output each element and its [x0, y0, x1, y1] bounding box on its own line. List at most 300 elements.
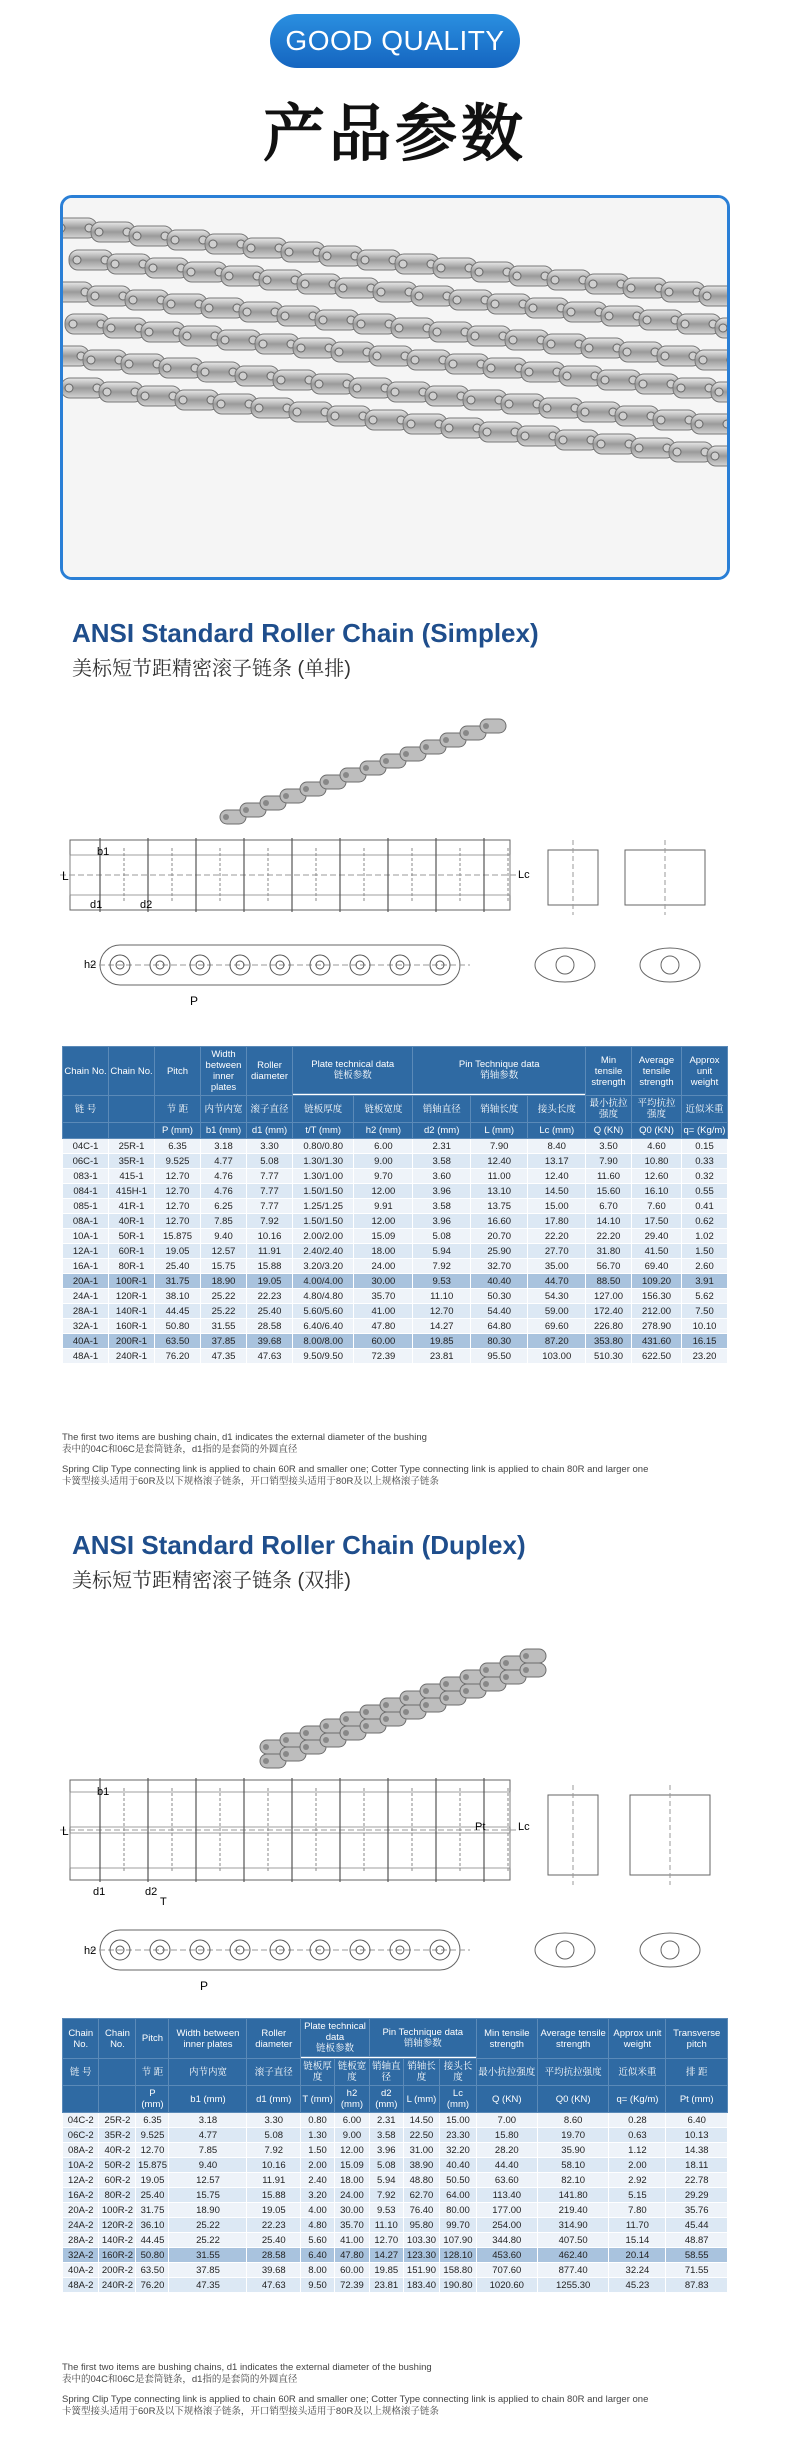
table-cell: 47.80 — [335, 2248, 370, 2263]
table-cell: 2.00 — [301, 2158, 335, 2173]
unit-p: P (mm) — [155, 1123, 201, 1139]
table-cell: 7.92 — [369, 2188, 403, 2203]
cn-weight: 近似米重 — [682, 1096, 728, 1123]
table-cell: 1.50/1.50 — [293, 1184, 354, 1199]
table-cell: 7.77 — [247, 1184, 293, 1199]
table-cell: 14.50 — [528, 1184, 586, 1199]
duplex-note-1: The first two items are bushing chains, d1 indicates the external diameter of the bushing — [62, 2362, 432, 2373]
table-cell: 71.55 — [666, 2263, 728, 2278]
table-cell: 22.50 — [403, 2128, 440, 2143]
table-cell: 28A-2 — [63, 2233, 99, 2248]
col-avg-tensile: Average tensile strength — [632, 1047, 682, 1096]
table-cell: 1.30/1.00 — [293, 1169, 354, 1184]
table-cell: 0.32 — [682, 1169, 728, 1184]
table-cell: 9.525 — [136, 2128, 169, 2143]
table-cell: 0.41 — [682, 1199, 728, 1214]
cn-width: 内节内宽 — [201, 1096, 247, 1123]
table-cell: 24A-2 — [63, 2218, 99, 2233]
table-cell: 24.00 — [335, 2188, 370, 2203]
dcol-chain-no2: Chain No. — [99, 2019, 136, 2059]
table-cell: 100R-1 — [109, 1274, 155, 1289]
table-cell: 14.10 — [586, 1214, 632, 1229]
table-cell: 12.40 — [470, 1154, 528, 1169]
table-cell: 35.00 — [528, 1259, 586, 1274]
cn-chain: 链 号 — [63, 1096, 109, 1123]
dunit-pt: Pt (mm) — [666, 2086, 728, 2113]
table-cell: 69.40 — [632, 1259, 682, 1274]
table-cell: 6.40 — [666, 2113, 728, 2128]
table-cell: 37.85 — [169, 2263, 247, 2278]
table-cell: 15.80 — [476, 2128, 537, 2143]
dunit-h2: h2 (mm) — [335, 2086, 370, 2113]
table-row — [63, 1154, 728, 1169]
duplex-side-view — [90, 1930, 470, 1970]
table-cell: 6.35 — [155, 1139, 201, 1154]
dup-dim-T-label: T — [160, 1896, 167, 1908]
table-cell: 40.40 — [470, 1274, 528, 1289]
table-cell: 24.00 — [354, 1259, 413, 1274]
unit-lc: Lc (mm) — [528, 1123, 586, 1139]
dcn-pin-lc: 接头长度 — [440, 2059, 477, 2086]
table-cell: 3.96 — [413, 1214, 471, 1229]
table-cell: 12.00 — [335, 2143, 370, 2158]
table-row — [63, 2218, 728, 2233]
table-cell: 25.40 — [247, 1304, 293, 1319]
chain-photo-illustration — [63, 198, 730, 580]
table-cell: 25.22 — [169, 2233, 247, 2248]
table-cell: 5.15 — [609, 2188, 666, 2203]
table-cell: 23.30 — [440, 2128, 477, 2143]
table-cell: 15.14 — [609, 2233, 666, 2248]
cn-pin-d: 销轴直径 — [413, 1096, 471, 1123]
table-cell: 2.40 — [301, 2173, 335, 2188]
table-cell: 160R-1 — [109, 1319, 155, 1334]
table-cell: 32A-1 — [63, 1319, 109, 1334]
dcn-plate-h: 链板宽度 — [335, 2059, 370, 2086]
table-cell: 30.00 — [354, 1274, 413, 1289]
table-cell: 7.92 — [247, 1214, 293, 1229]
table-cell: 39.68 — [247, 2263, 301, 2278]
table-cell: 19.85 — [413, 1334, 471, 1349]
unit-d2: d2 (mm) — [413, 1123, 471, 1139]
table-cell: 99.70 — [440, 2218, 477, 2233]
table-cell: 31.00 — [403, 2143, 440, 2158]
table-cell: 25.40 — [155, 1259, 201, 1274]
col-chain-no2: Chain No. — [109, 1047, 155, 1096]
table-cell: 22.20 — [528, 1229, 586, 1244]
dup-dim-d2-label: d2 — [145, 1886, 158, 1898]
table-cell: 95.80 — [403, 2218, 440, 2233]
table-cell: 1.25/1.25 — [293, 1199, 354, 1214]
table-row — [63, 1169, 728, 1184]
table-cell: 11.00 — [470, 1169, 528, 1184]
table-cell: 15.00 — [440, 2113, 477, 2128]
table-cell: 151.90 — [403, 2263, 440, 2278]
table-cell: 415H-1 — [109, 1184, 155, 1199]
table-cell: 60.00 — [335, 2263, 370, 2278]
dim-P-label: P — [190, 994, 199, 1008]
table-cell: 0.80 — [301, 2113, 335, 2128]
table-cell: 9.50/9.50 — [293, 1349, 354, 1364]
dunit-q0: Q0 (KN) — [537, 2086, 609, 2113]
table-cell: 9.53 — [369, 2203, 403, 2218]
table-cell: 5.08 — [247, 2128, 301, 2143]
dunit-blank2 — [99, 2086, 136, 2113]
table-cell: 4.77 — [201, 1154, 247, 1169]
table-cell: 109.20 — [632, 1274, 682, 1289]
dcol-transverse: Transverse pitch — [666, 2019, 728, 2059]
table-cell: 11.10 — [369, 2218, 403, 2233]
table-cell: 11.10 — [413, 1289, 471, 1304]
duplex-note-4: 卡簧型接头适用于60R及以下规格滚子链条，开口销型接头适用于80R及以上规格滚子链条 — [62, 2406, 439, 2417]
table-cell: 183.40 — [403, 2278, 440, 2293]
table-row — [63, 1184, 728, 1199]
table-cell: 38.10 — [155, 1289, 201, 1304]
table-row — [63, 1319, 728, 1334]
table-cell: 48A-2 — [63, 2278, 99, 2293]
table-cell: 0.55 — [682, 1184, 728, 1199]
table-cell: 24A-1 — [63, 1289, 109, 1304]
table-cell: 54.40 — [470, 1304, 528, 1319]
table-cell: 9.53 — [413, 1274, 471, 1289]
dcn-roller: 滚子直径 — [247, 2059, 301, 2086]
table-cell: 2.31 — [369, 2113, 403, 2128]
col-min-tensile: Min tensile strength — [586, 1047, 632, 1096]
simplex-side-view — [90, 945, 470, 985]
table-cell: 48.80 — [403, 2173, 440, 2188]
duplex-spec-table — [62, 2018, 728, 2293]
table-cell: 9.50 — [301, 2278, 335, 2293]
table-cell: 0.15 — [682, 1139, 728, 1154]
table-cell: 27.70 — [528, 1244, 586, 1259]
table-cell: 084-1 — [63, 1184, 109, 1199]
table-cell: 40A-2 — [63, 2263, 99, 2278]
cn-pin-lc: 接头长度 — [528, 1096, 586, 1123]
table-cell: 12A-2 — [63, 2173, 99, 2188]
table-cell: 12A-1 — [63, 1244, 109, 1259]
dim-L-label: L — [62, 869, 69, 883]
table-cell: 3.58 — [413, 1154, 471, 1169]
table-cell: 14.50 — [403, 2113, 440, 2128]
table-cell: 15.88 — [247, 2188, 301, 2203]
table-cell: 20A-2 — [63, 2203, 99, 2218]
col-pitch: Pitch — [155, 1047, 201, 1096]
table-cell: 200R-1 — [109, 1334, 155, 1349]
dunit-l: L (mm) — [403, 2086, 440, 2113]
table-cell: 2.31 — [413, 1139, 471, 1154]
table-cell: 5.94 — [369, 2173, 403, 2188]
duplex-end-views — [535, 1785, 710, 1967]
table-cell: 13.17 — [528, 1154, 586, 1169]
table-cell: 47.80 — [354, 1319, 413, 1334]
table-row — [63, 1259, 728, 1274]
dup-dim-Pt-label: Pt — [475, 1821, 486, 1833]
table-cell: 1.30 — [301, 2128, 335, 2143]
table-cell: 25.40 — [247, 2233, 301, 2248]
table-cell: 120R-1 — [109, 1289, 155, 1304]
table-cell: 36.10 — [136, 2218, 169, 2233]
table-cell: 2.40/2.40 — [293, 1244, 354, 1259]
table-cell: 4.76 — [201, 1169, 247, 1184]
table-cell: 9.40 — [201, 1229, 247, 1244]
table-cell: 28A-1 — [63, 1304, 109, 1319]
dcn-width: 内节内宽 — [169, 2059, 247, 2086]
table-cell: 172.40 — [586, 1304, 632, 1319]
table-cell: 63.50 — [136, 2263, 169, 2278]
table-row — [63, 2173, 728, 2188]
table-cell: 31.75 — [136, 2203, 169, 2218]
table-cell: 4.80 — [301, 2218, 335, 2233]
table-cell: 160R-2 — [99, 2248, 136, 2263]
table-cell: 54.30 — [528, 1289, 586, 1304]
table-cell: 32A-2 — [63, 2248, 99, 2263]
simplex-chain-render — [220, 719, 506, 824]
cn-pitch: 节 距 — [155, 1096, 201, 1123]
dunit-p: P (mm) — [136, 2086, 169, 2113]
dup-dim-d1-label: d1 — [93, 1886, 106, 1898]
table-cell: 0.80/0.80 — [293, 1139, 354, 1154]
table-cell: 15.875 — [155, 1229, 201, 1244]
table-cell: 23.20 — [682, 1349, 728, 1364]
table-cell: 12.60 — [632, 1169, 682, 1184]
table-cell: 9.00 — [354, 1154, 413, 1169]
dcol-min-tensile: Min tensile strength — [476, 2019, 537, 2059]
table-cell: 35R-1 — [109, 1154, 155, 1169]
table-cell: 16.10 — [632, 1184, 682, 1199]
table-cell: 219.40 — [537, 2203, 609, 2218]
table-cell: 56.70 — [586, 1259, 632, 1274]
dup-dim-P-label: P — [200, 1979, 209, 1993]
table-cell: 12.00 — [354, 1184, 413, 1199]
table-row — [63, 1274, 728, 1289]
table-cell: 29.29 — [666, 2188, 728, 2203]
table-cell: 25.90 — [470, 1244, 528, 1259]
table-cell: 16.60 — [470, 1214, 528, 1229]
table-cell: 60R-2 — [99, 2173, 136, 2188]
table-cell: 20.70 — [470, 1229, 528, 1244]
table-cell: 15.75 — [201, 1259, 247, 1274]
table-cell: 11.70 — [609, 2218, 666, 2233]
unit-d1: d1 (mm) — [247, 1123, 293, 1139]
dunit-b1: b1 (mm) — [169, 2086, 247, 2113]
table-cell: 6.40/6.40 — [293, 1319, 354, 1334]
table-cell: 87.20 — [528, 1334, 586, 1349]
table-cell: 40R-2 — [99, 2143, 136, 2158]
table-cell: 44.40 — [476, 2158, 537, 2173]
table-cell: 64.80 — [470, 1319, 528, 1334]
table-row — [63, 2263, 728, 2278]
table-cell: 622.50 — [632, 1349, 682, 1364]
table-cell: 212.00 — [632, 1304, 682, 1319]
table-cell: 226.80 — [586, 1319, 632, 1334]
table-cell: 04C-1 — [63, 1139, 109, 1154]
table-cell: 3.20/3.20 — [293, 1259, 354, 1274]
table-cell: 37.85 — [201, 1334, 247, 1349]
duplex-subtitle: 美标短节距精密滚子链条 (双排) — [72, 1570, 351, 1592]
table-cell: 11.91 — [247, 1244, 293, 1259]
table-cell: 0.33 — [682, 1154, 728, 1169]
simplex-end-views — [535, 840, 705, 982]
table-cell: 140R-2 — [99, 2233, 136, 2248]
table-row — [63, 1334, 728, 1349]
table-cell: 10A-2 — [63, 2158, 99, 2173]
cn-chain2 — [109, 1096, 155, 1123]
table-cell: 10.80 — [632, 1154, 682, 1169]
table-cell: 9.70 — [354, 1169, 413, 1184]
table-cell: 5.08 — [413, 1229, 471, 1244]
table-cell: 6.35 — [136, 2113, 169, 2128]
col-chain-no: Chain No. — [63, 1047, 109, 1096]
table-cell: 353.80 — [586, 1334, 632, 1349]
table-cell: 314.90 — [537, 2218, 609, 2233]
dcol-plate: Plate technical data 链板参数 — [301, 2019, 370, 2057]
table-cell: 4.00/4.00 — [293, 1274, 354, 1289]
table-cell: 14.27 — [413, 1319, 471, 1334]
table-cell: 7.90 — [586, 1154, 632, 1169]
table-cell: 12.00 — [354, 1214, 413, 1229]
table-cell: 19.05 — [247, 1274, 293, 1289]
table-cell: 5.60/5.60 — [293, 1304, 354, 1319]
table-cell: 28.58 — [247, 2248, 301, 2263]
table-cell: 1.50 — [301, 2143, 335, 2158]
table-cell: 16.15 — [682, 1334, 728, 1349]
table-cell: 200R-2 — [99, 2263, 136, 2278]
col-plate: Plate technical data 链板参数 — [293, 1047, 413, 1094]
table-row — [63, 2188, 728, 2203]
unit-blank2 — [109, 1123, 155, 1139]
simplex-note-1: The first two items are bushing chain, d1 indicates the external diameter of the bushing — [62, 1432, 427, 1443]
table-cell: 44.45 — [136, 2233, 169, 2248]
table-cell: 3.60 — [413, 1169, 471, 1184]
table-cell: 47.35 — [201, 1349, 247, 1364]
table-cell: 58.10 — [537, 2158, 609, 2173]
table-cell: 4.77 — [169, 2128, 247, 2143]
table-cell: 3.96 — [413, 1184, 471, 1199]
simplex-top-view — [60, 838, 520, 912]
table-cell: 7.50 — [682, 1304, 728, 1319]
table-cell: 16A-1 — [63, 1259, 109, 1274]
table-row — [63, 2158, 728, 2173]
dcn-pin-d: 销轴直径 — [369, 2059, 403, 2086]
table-cell: 25.22 — [201, 1304, 247, 1319]
table-row — [63, 1229, 728, 1244]
table-cell: 140R-1 — [109, 1304, 155, 1319]
duplex-title: ANSI Standard Roller Chain (Duplex) — [72, 1530, 526, 1560]
good-quality-badge: GOOD QUALITY — [270, 14, 520, 68]
table-cell: 50.50 — [440, 2173, 477, 2188]
table-cell: 7.90 — [470, 1139, 528, 1154]
table-cell: 30.00 — [335, 2203, 370, 2218]
cn-plate-h: 链板宽度 — [354, 1096, 413, 1123]
table-cell: 15.88 — [247, 1259, 293, 1274]
dcn-pin-l: 销轴长度 — [403, 2059, 440, 2086]
table-cell: 18.90 — [169, 2203, 247, 2218]
dup-dim-h2-label: h2 — [84, 1945, 97, 1957]
table-cell: 8.00/8.00 — [293, 1334, 354, 1349]
dcn-pitch: 节 距 — [136, 2059, 169, 2086]
table-cell: 20.14 — [609, 2248, 666, 2263]
table-cell: 1.12 — [609, 2143, 666, 2158]
simplex-notes — [62, 1432, 648, 1488]
table-cell: 19.05 — [155, 1244, 201, 1259]
table-cell: 7.60 — [632, 1199, 682, 1214]
table-cell: 48A-1 — [63, 1349, 109, 1364]
table-cell: 50R-2 — [99, 2158, 136, 2173]
dup-dim-Lc-label: Lc — [518, 1821, 530, 1833]
table-cell: 41.50 — [632, 1244, 682, 1259]
dup-dim-b1-label: b1 — [97, 1786, 110, 1798]
table-cell: 407.50 — [537, 2233, 609, 2248]
duplex-note-2: 表中的04C和06C是套筒链条，d1指的是套筒的外圆直径 — [62, 2374, 298, 2385]
dcol-pin: Pin Technique data 销轴参数 — [369, 2019, 476, 2057]
table-cell: 453.60 — [476, 2248, 537, 2263]
table-cell: 6.00 — [354, 1139, 413, 1154]
table-cell: 31.55 — [201, 1319, 247, 1334]
table-cell: 085-1 — [63, 1199, 109, 1214]
duplex-chain-render — [260, 1649, 546, 1768]
duplex-drawing — [60, 1600, 730, 2000]
duplex-note-3: Spring Clip Type connecting link is applied to chain 60R and smaller one; Cotter Type connecting link is applied to chain 80R and larger one — [62, 2394, 649, 2405]
table-cell: 48.87 — [666, 2233, 728, 2248]
table-cell: 14.38 — [666, 2143, 728, 2158]
table-cell: 127.00 — [586, 1289, 632, 1304]
simplex-note-3: Spring Clip Type connecting link is applied to chain 60R and smaller one; Cotter Type connecting link is applied to chain 80R and larger one — [62, 1464, 649, 1475]
table-cell: 8.00 — [301, 2263, 335, 2278]
table-cell: 08A-1 — [63, 1214, 109, 1229]
table-cell: 5.08 — [369, 2158, 403, 2173]
table-row — [63, 1289, 728, 1304]
table-cell: 4.76 — [201, 1184, 247, 1199]
table-cell: 95.50 — [470, 1349, 528, 1364]
table-cell: 39.68 — [247, 1334, 293, 1349]
table-cell: 80R-2 — [99, 2188, 136, 2203]
table-cell: 4.80/4.80 — [293, 1289, 354, 1304]
table-cell: 3.96 — [369, 2143, 403, 2158]
table-row — [63, 2248, 728, 2263]
table-cell: 0.28 — [609, 2113, 666, 2128]
table-cell: 3.58 — [369, 2128, 403, 2143]
simplex-note-4: 卡簧型接头适用于60R及以下规格滚子链条，开口销型接头适用于80R及以上规格滚子链条 — [62, 1476, 439, 1487]
table-cell: 1.30/1.30 — [293, 1154, 354, 1169]
table-cell: 45.23 — [609, 2278, 666, 2293]
table-cell: 083-1 — [63, 1169, 109, 1184]
table-cell: 28.20 — [476, 2143, 537, 2158]
dup-dim-L-label: L — [62, 1824, 69, 1838]
table-cell: 31.55 — [169, 2248, 247, 2263]
table-cell: 76.20 — [155, 1349, 201, 1364]
dcol-avg-tensile: Average tensile strength — [537, 2019, 609, 2059]
table-cell: 44.70 — [528, 1274, 586, 1289]
table-cell: 100R-2 — [99, 2203, 136, 2218]
table-cell: 17.80 — [528, 1214, 586, 1229]
table-cell: 47.63 — [247, 2278, 301, 2293]
table-cell: 15.75 — [169, 2188, 247, 2203]
table-row — [63, 2278, 728, 2293]
table-cell: 9.91 — [354, 1199, 413, 1214]
duplex-notes — [62, 2362, 648, 2418]
table-cell: 14.27 — [369, 2248, 403, 2263]
table-cell: 32.20 — [440, 2143, 477, 2158]
simplex-subtitle: 美标短节距精密滚子链条 (单排) — [72, 658, 351, 680]
table-cell: 9.525 — [155, 1154, 201, 1169]
table-cell: 12.40 — [528, 1169, 586, 1184]
table-row — [63, 1349, 728, 1364]
dunit-q: Q (KN) — [476, 2086, 537, 2113]
table-cell: 76.40 — [403, 2203, 440, 2218]
table-cell: 32.24 — [609, 2263, 666, 2278]
table-cell: 15.09 — [354, 1229, 413, 1244]
col-roller: Roller diameter — [247, 1047, 293, 1096]
